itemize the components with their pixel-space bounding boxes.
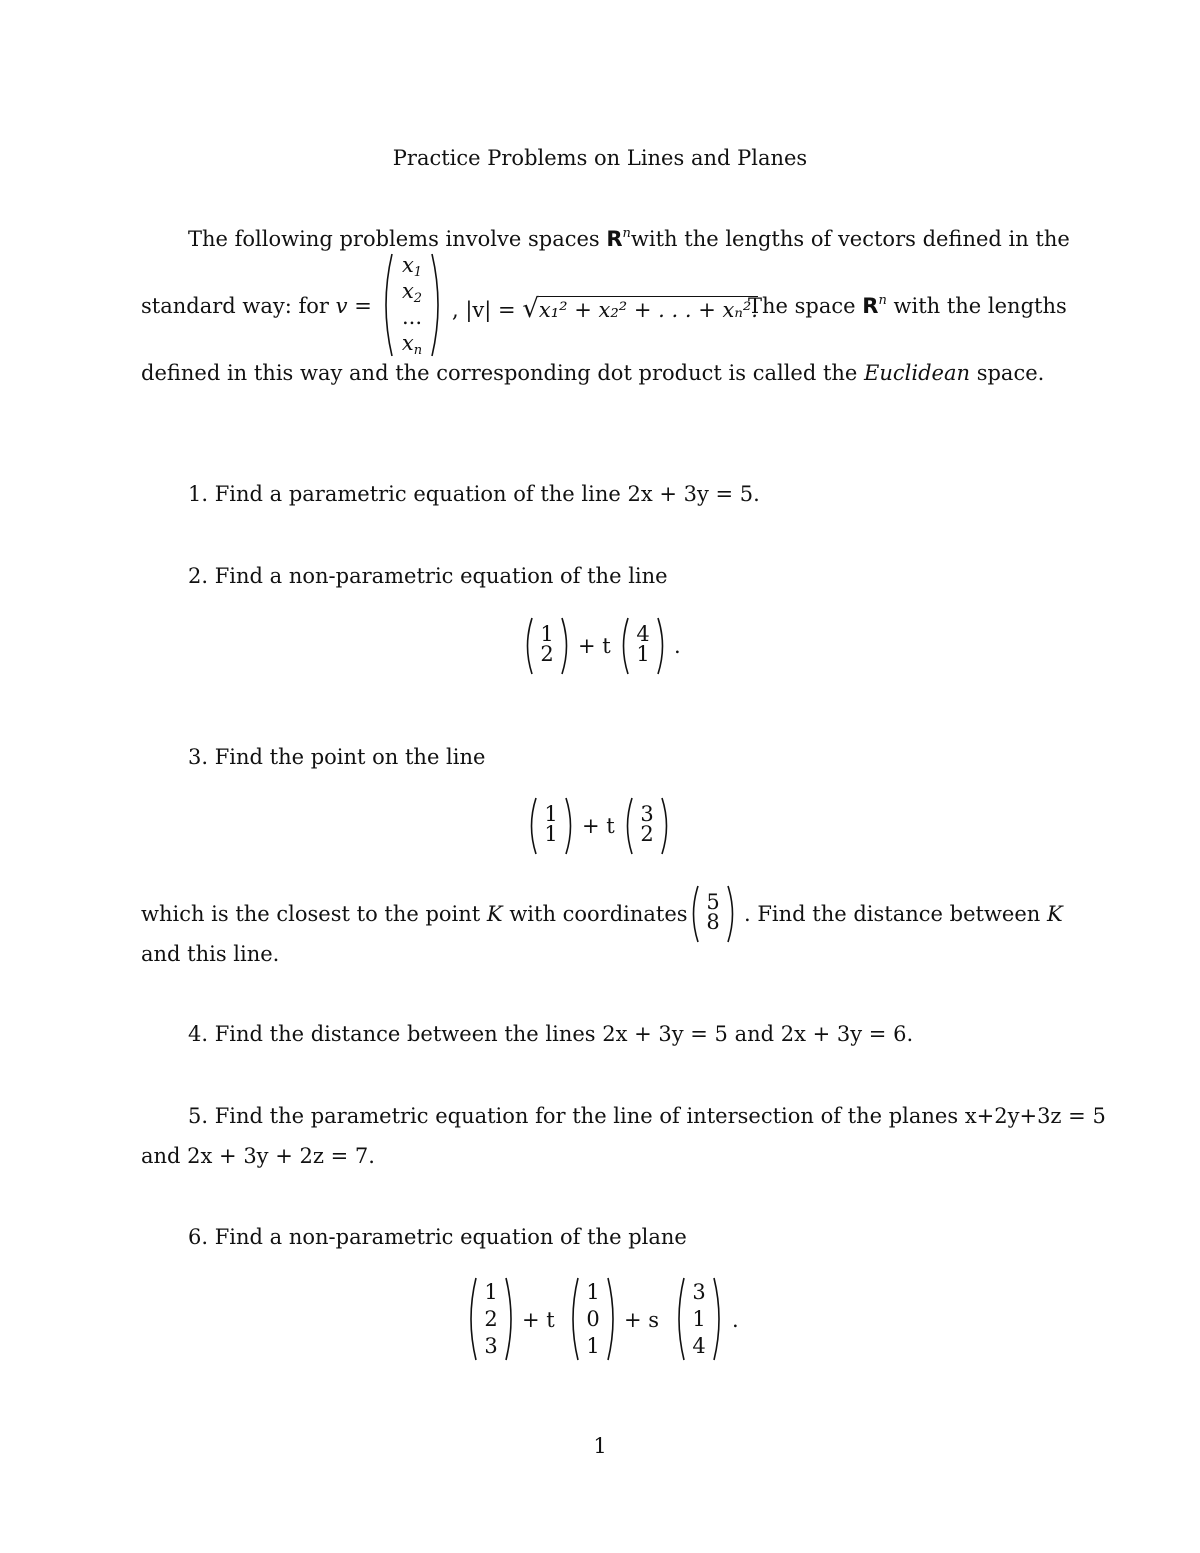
- p2-vector-1: 1 2: [522, 616, 572, 676]
- p6-op-1: + t: [522, 1308, 555, 1332]
- intro-text-2b: The space $R^n$ with the lengths: [748, 293, 1067, 318]
- sqrt-radicand: x₁² + x₂² + . . . + xₙ².: [538, 298, 758, 322]
- p6-vector-3: 3 1 4: [674, 1276, 724, 1362]
- vector-v: v: [335, 294, 348, 318]
- p3-op: + t: [582, 814, 615, 838]
- intro-line-1: [188, 226, 1070, 251]
- problem-3-distance: . Find the distance between K: [744, 902, 1063, 926]
- problem-2: 2. Find a non-parametric equation of the line: [188, 564, 668, 588]
- problem-3-closest: which is the closest to the point K with coordinates: [141, 902, 688, 926]
- problem-4: 4. Find the distance between the lines 2x + 3y = 5 and 2x + 3y = 6.: [188, 1022, 914, 1046]
- intro-text-1b: with the lengths of vectors defined in the: [630, 227, 1070, 251]
- problem-3-end: and this line.: [141, 942, 280, 966]
- problem-3: 3. Find the point on the line: [188, 745, 486, 769]
- euclidean-term: Euclidean: [864, 361, 971, 385]
- p2-op: + t: [578, 634, 611, 658]
- problem-6: 6. Find a non-parametric equation of the plane: [188, 1225, 687, 1249]
- point-K-vector: 5 8: [688, 884, 738, 944]
- p2-vector-2: 4 1: [618, 616, 668, 676]
- real-space-symbol: R: [606, 227, 623, 251]
- intro-line-3: defined in this way and the corresponding dot product is called the Euclidean space.: [141, 361, 1045, 385]
- problem-5-cont: and 2x + 3y + 2z = 7.: [141, 1144, 375, 1168]
- problem-1: 1. Find a parametric equation of the line 2x + 3y = 5.: [188, 482, 760, 506]
- p6-vector-1: 1 2 3: [466, 1276, 516, 1362]
- p6-vector-2: 1 0 1: [568, 1276, 618, 1362]
- intro-text-1a: The following problems involve spaces: [188, 227, 600, 251]
- p6-op-2: + s: [624, 1308, 660, 1332]
- norm-expression: , |v| = √x₁² + x₂² + . . . + xₙ².: [452, 294, 758, 324]
- dimension-n: n: [622, 226, 631, 241]
- p6-dot: .: [732, 1308, 739, 1332]
- p3-vector-1: 1 1: [526, 796, 576, 856]
- page-number: 1: [593, 1434, 607, 1458]
- page-title: Practice Problems on Lines and Planes: [392, 146, 808, 170]
- p3-vector-2: 3 2: [622, 796, 672, 856]
- intro-text-2a: standard way: for v =: [141, 294, 372, 318]
- problem-5: 5. Find the parametric equation for the line of intersection of the planes x+2y+3z = 5: [188, 1104, 1106, 1128]
- p2-dot: .: [674, 634, 681, 658]
- intro-column-vector: $x_1$ $x_2$ ... $x_n$: [378, 250, 446, 360]
